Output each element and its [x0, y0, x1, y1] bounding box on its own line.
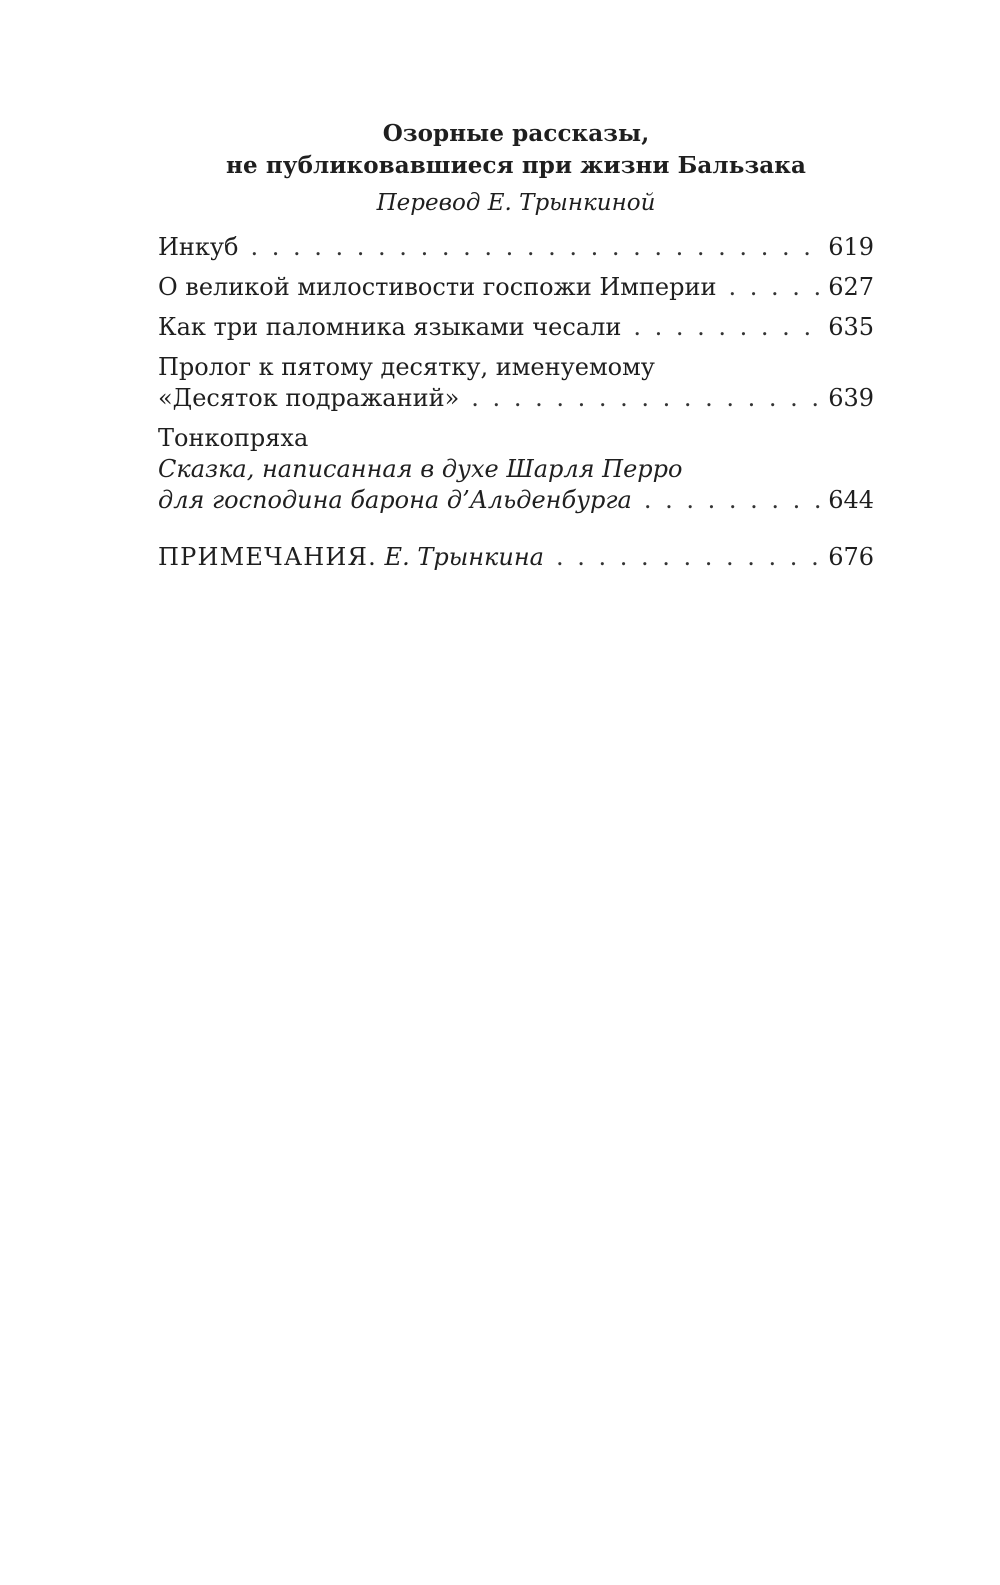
leader-dots	[728, 272, 820, 303]
leader-dots	[633, 312, 820, 343]
toc-entry-spinner[interactable]	[158, 423, 874, 516]
toc-page-number: 627	[828, 273, 874, 301]
toc-page-number: 619	[828, 233, 874, 261]
leader-dots	[471, 383, 820, 414]
toc-entry-title: Как три паломника языками чесали	[158, 313, 622, 341]
section-translator: Перевод Е. Трынкиной	[376, 190, 656, 216]
toc-page-number: 635	[828, 313, 874, 341]
section-title	[158, 118, 874, 182]
toc-entry-title: О великой милостивости госпожи Империи	[158, 273, 717, 301]
table-of-contents	[158, 118, 874, 582]
toc-entry-title: Инкуб	[158, 233, 239, 261]
toc-entry-empire[interactable]	[158, 272, 874, 303]
toc-entry-notes[interactable]	[158, 542, 874, 573]
notes-label: ПРИМЕЧАНИЯ.	[158, 543, 377, 571]
toc-entry-title: Тонкопряха	[158, 424, 309, 452]
leader-dots	[556, 542, 820, 573]
toc-entry-title-line-1: Пролог к пятому десятку, именуемому	[158, 353, 655, 381]
leader-dots	[644, 485, 820, 516]
toc-entry-subtitle-line-2: для господина барона д’Альденбурга	[158, 486, 632, 514]
toc-entry-title-line-2: «Десяток подражаний»	[158, 384, 460, 412]
toc-entry-pilgrims[interactable]	[158, 312, 874, 343]
toc-entry-prologue[interactable]	[158, 352, 874, 414]
section-title-line-2: не публиковавшиеся при жизни Бальзака	[226, 152, 806, 179]
toc-entry-subtitle-line-1: Сказка, написанная в духе Шарля Перро	[158, 455, 683, 483]
notes-title	[158, 542, 544, 573]
toc-page-number: 639	[828, 384, 874, 412]
section-title-line-1: Озорные рассказы,	[382, 120, 650, 147]
notes-author: Е. Трынкина	[384, 543, 544, 571]
leader-dots	[251, 232, 821, 263]
toc-page-number: 644	[828, 486, 874, 514]
toc-page-number: 676	[828, 543, 874, 571]
toc-entry-incubus[interactable]	[158, 232, 874, 263]
